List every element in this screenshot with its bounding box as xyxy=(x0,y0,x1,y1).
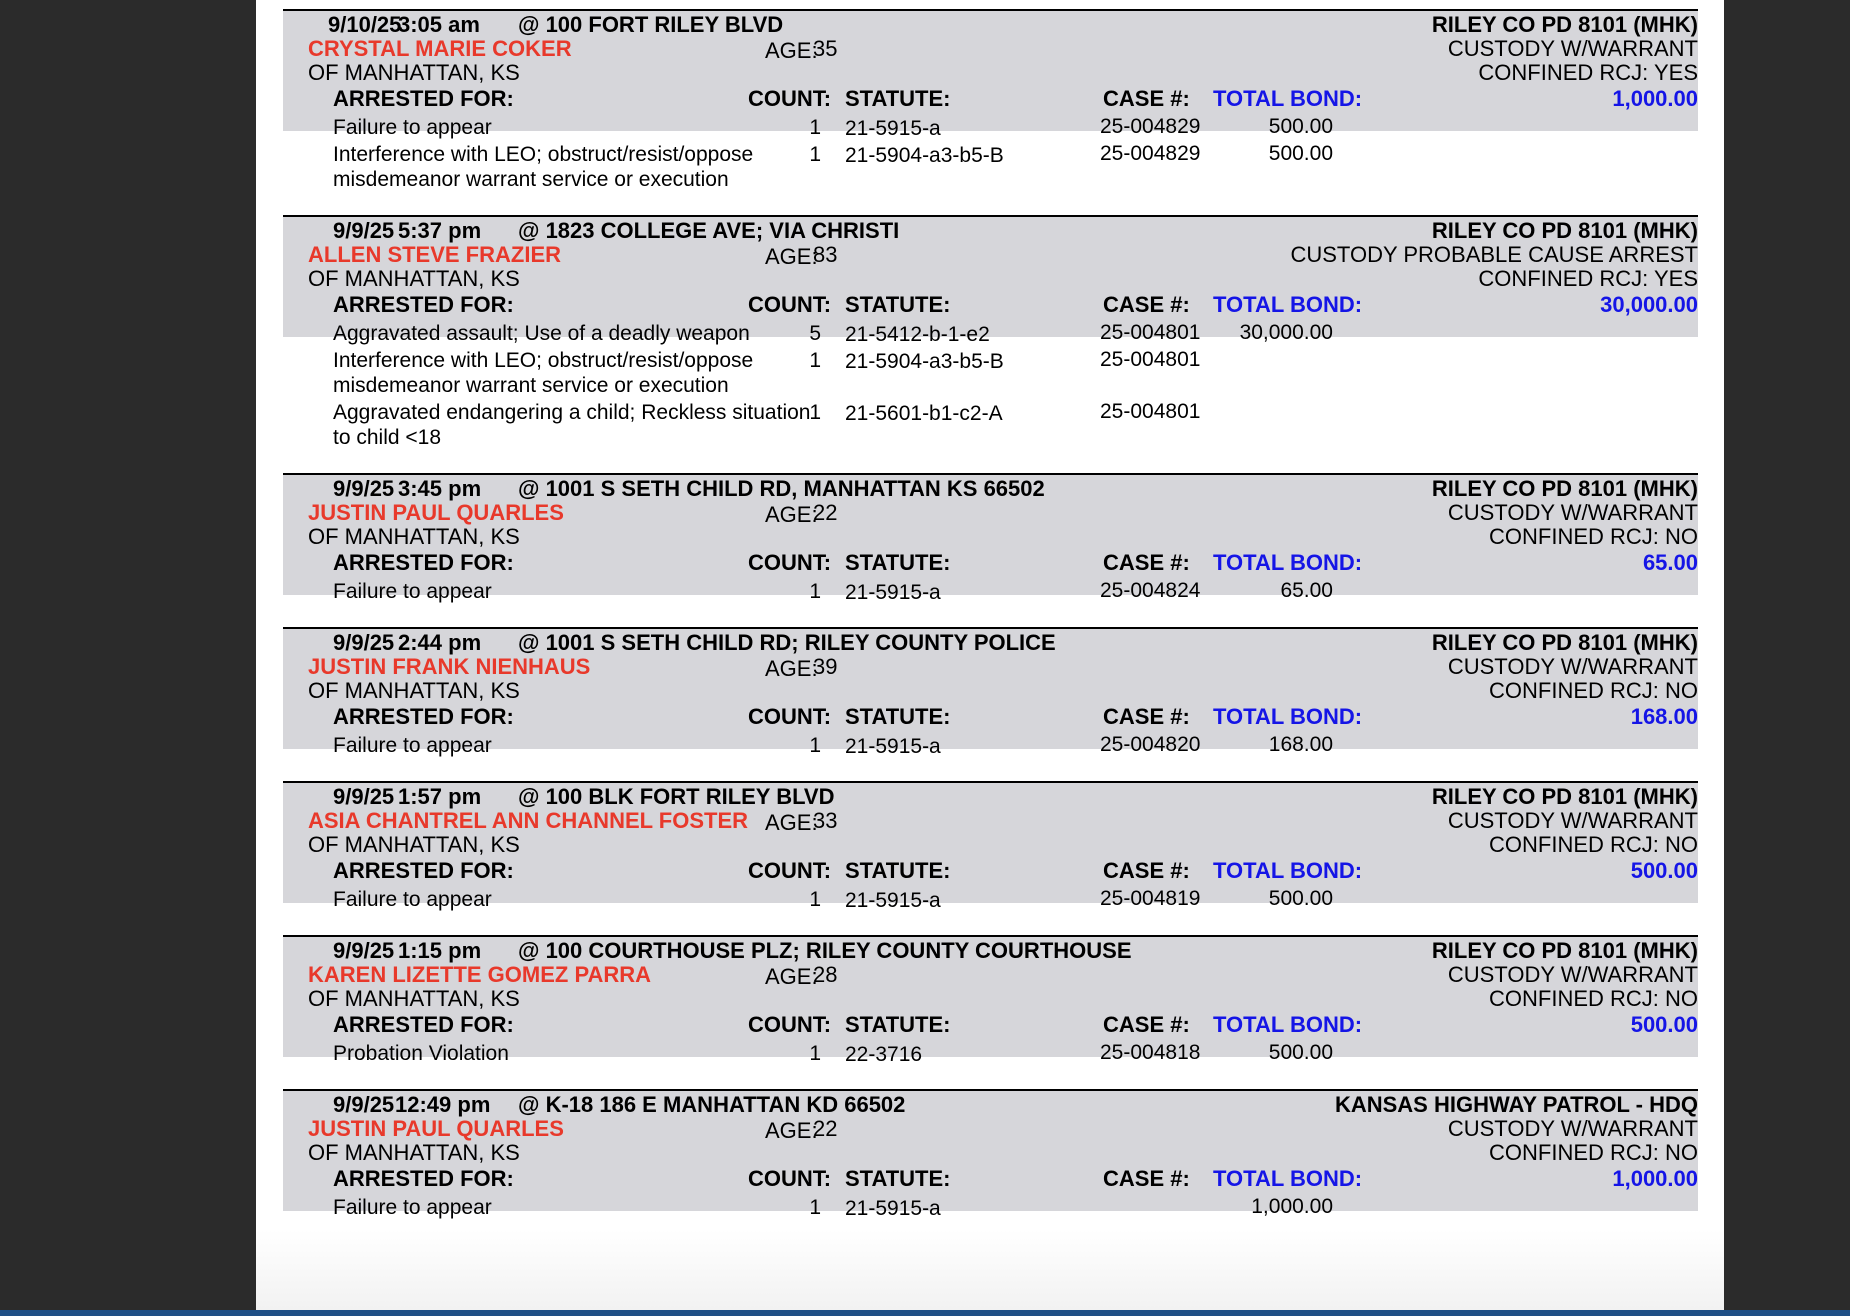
arrestee-name: KAREN LIZETTE GOMEZ PARRA xyxy=(308,962,652,987)
charge-bond: 500.00 xyxy=(1268,1041,1333,1064)
charge-row xyxy=(283,320,1698,345)
charge-statute: 21-5915-a xyxy=(845,1197,941,1220)
arrest-record xyxy=(283,9,1698,215)
arrestee-name: JUSTIN PAUL QUARLES xyxy=(308,1116,564,1141)
age-label: AGE: xyxy=(765,964,818,989)
charge-description-line: Failure to appear xyxy=(333,1196,492,1219)
charge-count: 5 xyxy=(809,322,821,345)
charge-statute: 21-5904-a3-b5-B xyxy=(845,350,1004,373)
count-label: COUNT: xyxy=(748,86,832,111)
charge-description-line: Probation Violation xyxy=(333,1042,509,1065)
arrest-location: @ 1001 S SETH CHILD RD; RILEY COUNTY POLICE xyxy=(518,630,1056,655)
charge-description-line: Aggravated endangering a child; Reckless situation xyxy=(333,401,811,424)
case-number-label: CASE #: xyxy=(1103,292,1190,317)
age-value: 83 xyxy=(813,242,838,267)
arrest-records-list xyxy=(283,9,1698,1243)
case-number-label: CASE #: xyxy=(1103,858,1190,883)
arrest-date: 9/9/25 xyxy=(333,476,395,501)
charge-description-line: Failure to appear xyxy=(333,580,492,603)
statute-label: STATUTE: xyxy=(845,550,951,575)
arrest-time: 1:15 pm xyxy=(398,938,482,963)
residence: OF MANHATTAN, KS xyxy=(308,986,520,1011)
charge-row xyxy=(283,1040,1698,1065)
charge-case-number: 25-004801 xyxy=(1100,321,1201,344)
arresting-agency: RILEY CO PD 8101 (MHK) xyxy=(1431,784,1698,809)
age-label: AGE: xyxy=(765,1118,818,1143)
charge-case-number: 25-004824 xyxy=(1100,579,1201,602)
total-bond-value: 30,000.00 xyxy=(1600,292,1698,317)
custody-type: CUSTODY W/WARRANT xyxy=(1447,36,1698,61)
arrested-for-label: ARRESTED FOR: xyxy=(333,1166,514,1191)
confined-status: CONFINED RCJ: NO xyxy=(1489,524,1698,549)
age-label: AGE: xyxy=(765,38,818,63)
age-value: 22 xyxy=(813,1116,838,1141)
case-number-label: CASE #: xyxy=(1103,550,1190,575)
total-bond-label: TOTAL BOND: xyxy=(1213,550,1363,575)
statute-label: STATUTE: xyxy=(845,86,951,111)
residence: OF MANHATTAN, KS xyxy=(308,832,520,857)
count-label: COUNT: xyxy=(748,858,832,883)
charge-description-line: Failure to appear xyxy=(333,888,492,911)
arrest-time: 3:05 am xyxy=(398,12,480,37)
arrest-record xyxy=(283,935,1698,1089)
arrest-time: 1:57 pm xyxy=(398,784,482,809)
charge-statute: 21-5915-a xyxy=(845,117,941,140)
case-number-label: CASE #: xyxy=(1103,1166,1190,1191)
charge-row xyxy=(283,141,1698,191)
charge-description-line: Interference with LEO; obstruct/resist/oppose xyxy=(333,143,754,166)
statute-label: STATUTE: xyxy=(845,704,951,729)
residence: OF MANHATTAN, KS xyxy=(308,524,520,549)
viewer-bottom-bar xyxy=(0,1310,1850,1316)
charge-case-number: 25-004819 xyxy=(1100,887,1201,910)
pdf-page xyxy=(256,0,1724,1310)
charge-case-number: 25-004829 xyxy=(1100,142,1201,165)
age-value: 35 xyxy=(813,36,838,61)
charge-description-line: Interference with LEO; obstruct/resist/oppose xyxy=(333,349,754,372)
charge-statute: 21-5915-a xyxy=(845,735,941,758)
total-bond-value: 500.00 xyxy=(1630,858,1698,883)
charge-case-number: 25-004820 xyxy=(1100,733,1201,756)
confined-status: CONFINED RCJ: NO xyxy=(1489,1140,1698,1165)
count-label: COUNT: xyxy=(748,550,832,575)
charge-count: 1 xyxy=(809,1196,821,1219)
charge-row xyxy=(283,114,1698,139)
confined-status: CONFINED RCJ: YES xyxy=(1478,60,1698,85)
arrest-time: 12:49 pm xyxy=(395,1092,491,1117)
arrestee-name: JUSTIN PAUL QUARLES xyxy=(308,500,564,525)
confined-status: CONFINED RCJ: NO xyxy=(1489,678,1698,703)
total-bond-label: TOTAL BOND: xyxy=(1213,86,1363,111)
charge-case-number: 25-004818 xyxy=(1100,1041,1201,1064)
custody-type: CUSTODY W/WARRANT xyxy=(1447,1116,1698,1141)
arrest-location: @ 1001 S SETH CHILD RD, MANHATTAN KS 66502 xyxy=(518,476,1045,501)
charge-row xyxy=(283,578,1698,603)
charge-bond: 65.00 xyxy=(1280,579,1333,602)
count-label: COUNT: xyxy=(748,704,832,729)
charge-description-line: misdemeanor warrant service or execution xyxy=(333,168,729,191)
arresting-agency: RILEY CO PD 8101 (MHK) xyxy=(1431,630,1698,655)
arrest-location: @ 100 FORT RILEY BLVD xyxy=(518,12,784,37)
statute-label: STATUTE: xyxy=(845,1012,951,1037)
confined-status: CONFINED RCJ: YES xyxy=(1478,266,1698,291)
count-label: COUNT: xyxy=(748,292,832,317)
charge-description-line: Aggravated assault; Use of a deadly weapon xyxy=(333,322,750,345)
charge-row xyxy=(283,347,1698,397)
arrest-record xyxy=(283,215,1698,473)
arrestee-name: ASIA CHANTREL ANN CHANNEL FOSTER xyxy=(308,808,749,833)
arrested-for-label: ARRESTED FOR: xyxy=(333,858,514,883)
charge-bond: 500.00 xyxy=(1268,887,1333,910)
arrest-time: 3:45 pm xyxy=(398,476,482,501)
charge-case-number: 25-004829 xyxy=(1100,115,1201,138)
charge-statute: 21-5412-b-1-e2 xyxy=(845,323,990,346)
charge-count: 1 xyxy=(809,116,821,139)
arrestee-name: ALLEN STEVE FRAZIER xyxy=(308,242,562,267)
arrested-for-label: ARRESTED FOR: xyxy=(333,704,514,729)
total-bond-value: 500.00 xyxy=(1630,1012,1698,1037)
arresting-agency: KANSAS HIGHWAY PATROL - HDQ xyxy=(1334,1092,1698,1117)
age-label: AGE: xyxy=(765,810,818,835)
age-value: 39 xyxy=(813,654,838,679)
arrest-time: 2:44 pm xyxy=(398,630,482,655)
statute-label: STATUTE: xyxy=(845,1166,951,1191)
case-number-label: CASE #: xyxy=(1103,704,1190,729)
arrest-date: 9/9/25 xyxy=(333,938,395,963)
arrest-location: @ 100 COURTHOUSE PLZ; RILEY COUNTY COURTHOUSE xyxy=(518,938,1132,963)
age-label: AGE: xyxy=(765,244,818,269)
charge-bond: 30,000.00 xyxy=(1239,321,1333,344)
arrested-for-label: ARRESTED FOR: xyxy=(333,86,514,111)
age-value: 22 xyxy=(813,500,838,525)
arrested-for-label: ARRESTED FOR: xyxy=(333,292,514,317)
arrest-date: 9/9/25 xyxy=(333,1092,395,1117)
charge-row xyxy=(283,399,1698,449)
age-label: AGE: xyxy=(765,502,818,527)
arrestee-name: CRYSTAL MARIE COKER xyxy=(308,36,572,61)
custody-type: CUSTODY W/WARRANT xyxy=(1447,654,1698,679)
charge-bond: 1,000.00 xyxy=(1251,1195,1333,1218)
total-bond-label: TOTAL BOND: xyxy=(1213,1166,1363,1191)
count-label: COUNT: xyxy=(748,1012,832,1037)
arrest-date: 9/9/25 xyxy=(333,218,395,243)
arrest-date: 9/9/25 xyxy=(333,630,395,655)
charge-count: 1 xyxy=(809,734,821,757)
residence: OF MANHATTAN, KS xyxy=(308,678,520,703)
arrested-for-label: ARRESTED FOR: xyxy=(333,550,514,575)
residence: OF MANHATTAN, KS xyxy=(308,1140,520,1165)
arrest-record xyxy=(283,627,1698,781)
total-bond-label: TOTAL BOND: xyxy=(1213,704,1363,729)
arrest-location: @ 1823 COLLEGE AVE; VIA CHRISTI xyxy=(518,218,900,243)
arrest-date: 9/9/25 xyxy=(333,784,395,809)
arrest-record xyxy=(283,473,1698,627)
charge-description-line: to child <18 xyxy=(333,426,441,449)
arrest-date: 9/10/25 xyxy=(328,12,402,37)
total-bond-label: TOTAL BOND: xyxy=(1213,858,1363,883)
charge-description-line: Failure to appear xyxy=(333,116,492,139)
charge-statute: 21-5915-a xyxy=(845,889,941,912)
charge-count: 1 xyxy=(809,349,821,372)
confined-status: CONFINED RCJ: NO xyxy=(1489,986,1698,1011)
total-bond-value: 168.00 xyxy=(1630,704,1698,729)
age-value: 28 xyxy=(813,962,838,987)
arrest-record xyxy=(283,1089,1698,1243)
total-bond-value: 1,000.00 xyxy=(1612,86,1698,111)
residence: OF MANHATTAN, KS xyxy=(308,60,520,85)
custody-type: CUSTODY W/WARRANT xyxy=(1447,500,1698,525)
charge-bond: 168.00 xyxy=(1268,733,1333,756)
total-bond-value: 1,000.00 xyxy=(1612,1166,1698,1191)
arresting-agency: RILEY CO PD 8101 (MHK) xyxy=(1431,938,1698,963)
case-number-label: CASE #: xyxy=(1103,1012,1190,1037)
arresting-agency: RILEY CO PD 8101 (MHK) xyxy=(1431,12,1698,37)
arresting-agency: RILEY CO PD 8101 (MHK) xyxy=(1431,218,1698,243)
custody-type: CUSTODY PROBABLE CAUSE ARREST xyxy=(1290,242,1698,267)
charge-case-number: 25-004801 xyxy=(1100,348,1201,371)
age-value: 33 xyxy=(813,808,838,833)
custody-type: CUSTODY W/WARRANT xyxy=(1447,962,1698,987)
charge-statute: 22-3716 xyxy=(845,1043,923,1066)
arrestee-name: JUSTIN FRANK NIENHAUS xyxy=(308,654,591,679)
charge-statute: 21-5601-b1-c2-A xyxy=(845,402,1003,425)
total-bond-value: 65.00 xyxy=(1642,550,1698,575)
charge-row xyxy=(283,886,1698,911)
charge-row xyxy=(283,732,1698,757)
charge-description-line: Failure to appear xyxy=(333,734,492,757)
total-bond-label: TOTAL BOND: xyxy=(1213,1012,1363,1037)
arrest-time: 5:37 pm xyxy=(398,218,482,243)
arrested-for-label: ARRESTED FOR: xyxy=(333,1012,514,1037)
charge-count: 1 xyxy=(809,580,821,603)
charge-row xyxy=(283,1194,1698,1219)
statute-label: STATUTE: xyxy=(845,292,951,317)
arrest-record xyxy=(283,781,1698,935)
charge-count: 1 xyxy=(809,888,821,911)
arrest-location: @ 100 BLK FORT RILEY BLVD xyxy=(518,784,835,809)
age-label: AGE: xyxy=(765,656,818,681)
charge-case-number: 25-004801 xyxy=(1100,400,1201,423)
custody-type: CUSTODY W/WARRANT xyxy=(1447,808,1698,833)
total-bond-label: TOTAL BOND: xyxy=(1213,292,1363,317)
charge-count: 1 xyxy=(809,401,821,424)
charge-bond: 500.00 xyxy=(1268,142,1333,165)
confined-status: CONFINED RCJ: NO xyxy=(1489,832,1698,857)
charge-statute: 21-5915-a xyxy=(845,581,941,604)
arresting-agency: RILEY CO PD 8101 (MHK) xyxy=(1431,476,1698,501)
charge-description-line: misdemeanor warrant service or execution xyxy=(333,374,729,397)
residence: OF MANHATTAN, KS xyxy=(308,266,520,291)
statute-label: STATUTE: xyxy=(845,858,951,883)
case-number-label: CASE #: xyxy=(1103,86,1190,111)
charge-count: 1 xyxy=(809,1042,821,1065)
count-label: COUNT: xyxy=(748,1166,832,1191)
charge-bond: 500.00 xyxy=(1268,115,1333,138)
charge-statute: 21-5904-a3-b5-B xyxy=(845,144,1004,167)
charge-count: 1 xyxy=(809,143,821,166)
arrest-location: @ K-18 186 E MANHATTAN KD 66502 xyxy=(518,1092,906,1117)
